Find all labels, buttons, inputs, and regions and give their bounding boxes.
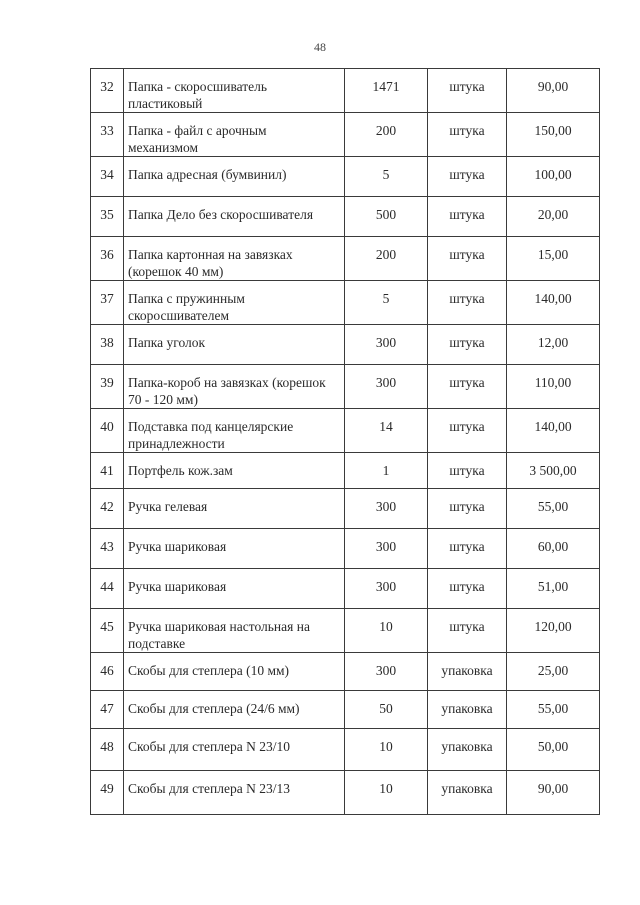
item-name: Скобы для степлера N 23/13 xyxy=(124,771,345,815)
item-unit: упаковка xyxy=(428,653,507,691)
item-quantity: 300 xyxy=(345,569,428,609)
row-number: 36 xyxy=(91,237,124,281)
item-unit: штука xyxy=(428,157,507,197)
item-price: 90,00 xyxy=(507,69,600,113)
item-unit: штука xyxy=(428,409,507,453)
table-row xyxy=(91,157,600,197)
item-quantity: 300 xyxy=(345,529,428,569)
item-quantity: 200 xyxy=(345,237,428,281)
row-number: 33 xyxy=(91,113,124,157)
item-unit: штука xyxy=(428,325,507,365)
table-row xyxy=(91,529,600,569)
item-quantity: 10 xyxy=(345,729,428,771)
item-name: Ручка шариковая xyxy=(124,529,345,569)
item-price: 60,00 xyxy=(507,529,600,569)
item-unit: упаковка xyxy=(428,771,507,815)
item-name: Ручка гелевая xyxy=(124,489,345,529)
item-price: 120,00 xyxy=(507,609,600,653)
row-number: 40 xyxy=(91,409,124,453)
item-name: Скобы для степлера N 23/10 xyxy=(124,729,345,771)
table-row xyxy=(91,691,600,729)
row-number: 32 xyxy=(91,69,124,113)
item-unit: штука xyxy=(428,113,507,157)
item-quantity: 10 xyxy=(345,609,428,653)
row-number: 46 xyxy=(91,653,124,691)
table-row xyxy=(91,197,600,237)
item-price: 90,00 xyxy=(507,771,600,815)
item-name: Скобы для степлера (10 мм) xyxy=(124,653,345,691)
table-row xyxy=(91,453,600,489)
item-price: 100,00 xyxy=(507,157,600,197)
row-number: 35 xyxy=(91,197,124,237)
item-name: Портфель кож.зам xyxy=(124,453,345,489)
table-row xyxy=(91,653,600,691)
item-unit: штука xyxy=(428,197,507,237)
item-unit: упаковка xyxy=(428,729,507,771)
table-row xyxy=(91,409,600,453)
row-number: 34 xyxy=(91,157,124,197)
item-name: Папка картонная на завязках (корешок 40 мм) xyxy=(124,237,345,281)
item-unit: штука xyxy=(428,453,507,489)
item-price: 20,00 xyxy=(507,197,600,237)
item-price: 140,00 xyxy=(507,409,600,453)
item-quantity: 500 xyxy=(345,197,428,237)
item-name: Папка Дело без скоросшивателя xyxy=(124,197,345,237)
row-number: 49 xyxy=(91,771,124,815)
item-price: 110,00 xyxy=(507,365,600,409)
item-name: Папка - файл с арочным механизмом xyxy=(124,113,345,157)
table-row xyxy=(91,69,600,113)
item-unit: штука xyxy=(428,365,507,409)
item-price: 12,00 xyxy=(507,325,600,365)
item-quantity: 200 xyxy=(345,113,428,157)
item-price: 55,00 xyxy=(507,489,600,529)
table-row xyxy=(91,325,600,365)
row-number: 39 xyxy=(91,365,124,409)
item-name: Папка уголок xyxy=(124,325,345,365)
item-price: 51,00 xyxy=(507,569,600,609)
row-number: 47 xyxy=(91,691,124,729)
item-quantity: 5 xyxy=(345,281,428,325)
item-quantity: 1471 xyxy=(345,69,428,113)
table-row xyxy=(91,281,600,325)
item-quantity: 300 xyxy=(345,489,428,529)
row-number: 41 xyxy=(91,453,124,489)
item-name: Ручка шариковая настольная на подставке xyxy=(124,609,345,653)
table-row xyxy=(91,489,600,529)
item-quantity: 1 xyxy=(345,453,428,489)
table-row xyxy=(91,729,600,771)
table-row xyxy=(91,569,600,609)
table-row xyxy=(91,609,600,653)
page-number: 48 xyxy=(314,40,326,54)
item-quantity: 50 xyxy=(345,691,428,729)
item-quantity: 300 xyxy=(345,365,428,409)
row-number: 43 xyxy=(91,529,124,569)
item-unit: штука xyxy=(428,529,507,569)
item-name: Скобы для степлера (24/6 мм) xyxy=(124,691,345,729)
item-name: Ручка шариковая xyxy=(124,569,345,609)
item-unit: штука xyxy=(428,489,507,529)
table-row xyxy=(91,771,600,815)
item-price: 150,00 xyxy=(507,113,600,157)
item-quantity: 300 xyxy=(345,325,428,365)
item-name: Папка - скоросшиватель пластиковый xyxy=(124,69,345,113)
table-row xyxy=(91,113,600,157)
row-number: 44 xyxy=(91,569,124,609)
item-name: Подставка под канцелярские принадлежности xyxy=(124,409,345,453)
item-name: Папка с пружинным скоросшивателем xyxy=(124,281,345,325)
item-quantity: 300 xyxy=(345,653,428,691)
items-table xyxy=(90,68,600,815)
item-price: 3 500,00 xyxy=(507,453,600,489)
item-unit: штука xyxy=(428,281,507,325)
item-unit: штука xyxy=(428,609,507,653)
item-quantity: 5 xyxy=(345,157,428,197)
item-quantity: 10 xyxy=(345,771,428,815)
item-price: 25,00 xyxy=(507,653,600,691)
table-body xyxy=(91,69,600,815)
row-number: 37 xyxy=(91,281,124,325)
item-unit: штука xyxy=(428,237,507,281)
item-price: 15,00 xyxy=(507,237,600,281)
item-price: 50,00 xyxy=(507,729,600,771)
row-number: 38 xyxy=(91,325,124,365)
item-unit: штука xyxy=(428,569,507,609)
item-price: 140,00 xyxy=(507,281,600,325)
table-row xyxy=(91,237,600,281)
row-number: 42 xyxy=(91,489,124,529)
table-row xyxy=(91,365,600,409)
item-unit: штука xyxy=(428,69,507,113)
item-quantity: 14 xyxy=(345,409,428,453)
row-number: 45 xyxy=(91,609,124,653)
item-name: Папка адресная (бумвинил) xyxy=(124,157,345,197)
item-unit: упаковка xyxy=(428,691,507,729)
item-price: 55,00 xyxy=(507,691,600,729)
item-name: Папка-короб на завязках (корешок 70 - 120 мм) xyxy=(124,365,345,409)
row-number: 48 xyxy=(91,729,124,771)
